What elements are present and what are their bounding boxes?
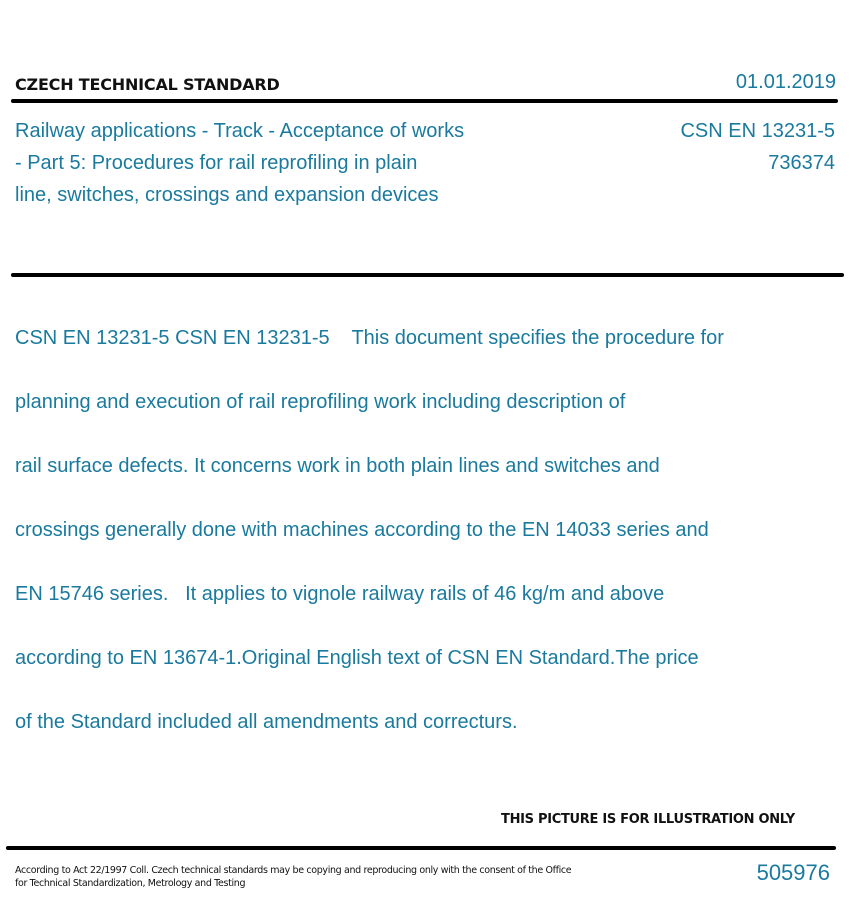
document-type-label: CZECH TECHNICAL STANDARD [15, 75, 280, 94]
abstract-line: crossings generally done with machines according to the EN 14033 series and [15, 519, 709, 541]
abstract-line: rail surface defects. It concerns work in both plain lines and switches and [15, 455, 660, 477]
abstract-line: according to EN 13674-1.Original English text of CSN EN Standard.The price [15, 647, 699, 669]
classification-number: 736374 [768, 152, 835, 174]
legal-line: for Technical Standardization, Metrology and Testing [15, 878, 246, 889]
title-line: Railway applications - Track - Acceptance of works [15, 120, 465, 142]
legal-line: According to Act 22/1997 Coll. Czech technical standards may be copying and reproducing only with the consent of the Office [15, 865, 572, 876]
legal-notice [15, 864, 615, 890]
abstract-line: of the Standard included all amendments and correcturs. [15, 711, 518, 733]
section-divider [11, 273, 844, 277]
standard-number: CSN EN 13231-5 [680, 120, 835, 142]
abstract-text [15, 290, 805, 770]
standard-title [15, 115, 515, 211]
illustration-notice: THIS PICTURE IS FOR ILLUSTRATION ONLY [501, 812, 795, 827]
footer-divider [6, 846, 836, 850]
header-divider [11, 99, 838, 103]
publication-date: 01.01.2019 [735, 71, 836, 93]
title-line: - Part 5: Procedures for rail reprofiling in plain [15, 152, 418, 174]
title-line: line, switches, crossings and expansion devices [15, 184, 439, 206]
standard-codes [680, 115, 835, 179]
abstract-line: planning and execution of rail reprofiling work including description of [15, 391, 626, 413]
catalog-number: 505976 [756, 860, 830, 885]
abstract-line: CSN EN 13231-5 CSN EN 13231-5 This document specifies the procedure for [15, 327, 724, 349]
abstract-line: EN 15746 series. It applies to vignole railway rails of 46 kg/m and above [15, 583, 665, 605]
